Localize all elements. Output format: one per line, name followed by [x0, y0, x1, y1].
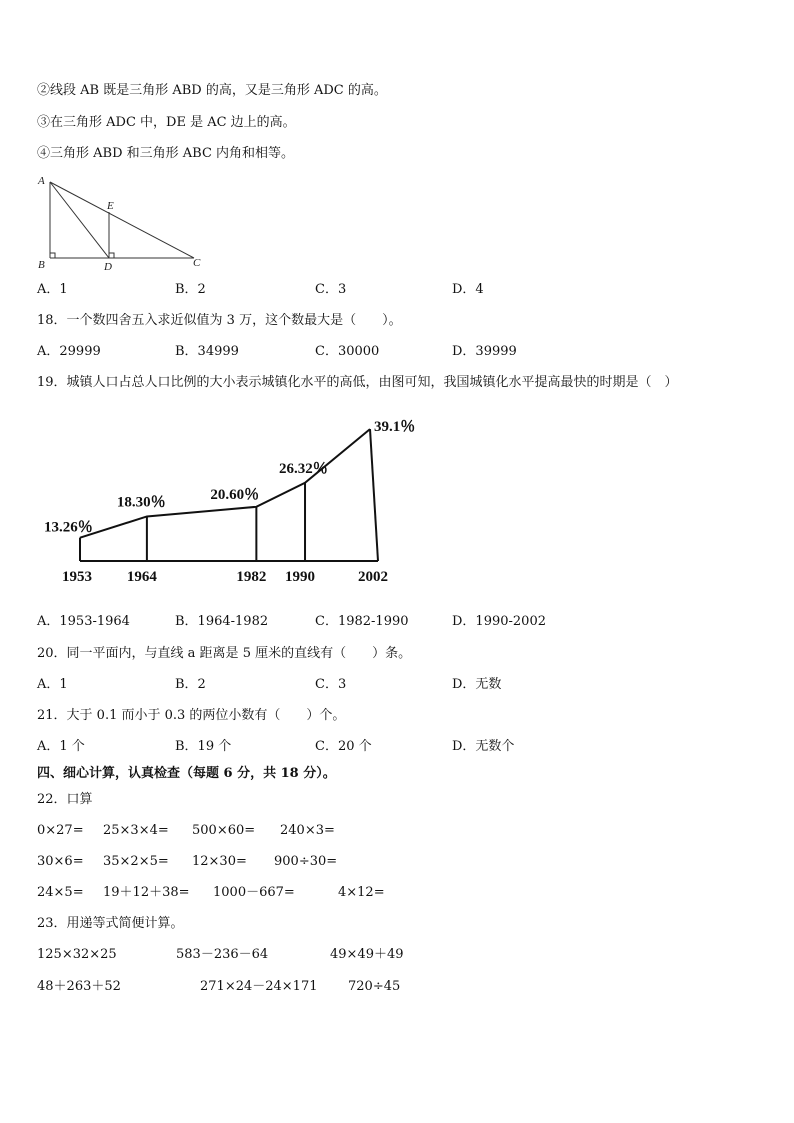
q21-option-c[interactable]: C．20 个	[315, 739, 372, 754]
label-B: B	[38, 259, 45, 271]
q23-title: 23．用递等式简便计算。	[37, 916, 184, 931]
label-C: C	[193, 257, 201, 269]
q23-item: 720÷45	[348, 979, 401, 994]
q21-option-b[interactable]: B．19 个	[175, 739, 232, 754]
chart-x-tick-label: 1964	[126, 569, 157, 585]
q17-option-a[interactable]: A．1	[37, 282, 68, 297]
q19-question: 19．城镇人口占总人口比例的大小表示城镇化水平的高低，由图可知，我国城镇化水平提高最快的时期是（ ）	[37, 375, 678, 390]
q19-option-a[interactable]: A．1953-1964	[37, 614, 130, 629]
q22-item: 4×12=	[338, 885, 385, 900]
q23-item: 125×32×25	[37, 947, 117, 962]
chart-value-label: 20.60％	[210, 486, 260, 503]
q22-item: 19＋12＋38=	[103, 885, 190, 900]
chart-x-tick-label: 1953	[62, 569, 92, 585]
chart-x-tick-label: 1982	[236, 569, 267, 585]
q22-item: 35×2×5=	[103, 854, 169, 869]
urbanization-chart	[30, 412, 450, 597]
chart-value-label: 26.32％	[279, 460, 328, 477]
q22-item: 25×3×4=	[103, 823, 169, 838]
q18-option-a[interactable]: A．29999	[37, 344, 101, 359]
statement-2: ②线段 AB 既是三角形 ABD 的高，又是三角形 ADC 的高。	[37, 83, 387, 98]
chart-value-label: 18.30％	[116, 494, 166, 511]
section-4-heading: 四、细心计算，认真检查（每题 6 分，共 18 分）。	[37, 766, 336, 781]
statement-4: ④三角形 ABD 和三角形 ABC 内角和相等。	[37, 146, 295, 161]
q22-item: 30×6=	[37, 854, 84, 869]
q19-option-c[interactable]: C．1982-1990	[315, 614, 409, 629]
q20-option-c[interactable]: C．3	[315, 677, 347, 692]
q18-option-d[interactable]: D．39999	[452, 344, 517, 359]
q23-item: 48＋263＋52	[37, 979, 121, 994]
q22-item: 12×30=	[192, 854, 247, 869]
chart-x-tick-label: 1990	[285, 569, 316, 585]
q23-item: 583－236－64	[176, 947, 269, 962]
q17-option-b[interactable]: B．2	[175, 282, 206, 297]
q19-option-b[interactable]: B．1964-1982	[175, 614, 269, 629]
chart-series-line	[80, 429, 370, 538]
q21-question: 21．大于 0.1 而小于 0.3 的两位小数有（ ）个。	[37, 708, 346, 723]
q22-item: 0×27=	[37, 823, 84, 838]
label-E: E	[107, 200, 114, 212]
q18-option-b[interactable]: B．34999	[175, 344, 239, 359]
q22-title: 22．口算	[37, 792, 93, 807]
q23-item: 271×24－24×171	[200, 979, 318, 994]
q20-option-a[interactable]: A．1	[37, 677, 68, 692]
chart-x-tick-label: 2002	[358, 569, 388, 585]
q17-option-d[interactable]: D．4	[452, 282, 484, 297]
q17-option-c[interactable]: C．3	[315, 282, 347, 297]
q20-option-b[interactable]: B．2	[175, 677, 206, 692]
q20-option-d[interactable]: D．无数	[452, 677, 502, 692]
q22-item: 900÷30=	[274, 854, 338, 869]
chart-value-label: 13.26％	[44, 519, 93, 536]
q22-item: 1000－667=	[213, 885, 295, 900]
chart-bar-line	[370, 429, 378, 561]
q19-option-d[interactable]: D．1990-2002	[452, 614, 546, 629]
chart-value-label: 39.1％	[374, 419, 416, 436]
q18-question: 18．一个数四舍五入求近似值为 3 万，这个数最大是（ ）。	[37, 313, 402, 328]
label-D: D	[104, 261, 112, 272]
q23-item: 49×49＋49	[330, 947, 404, 962]
q22-item: 24×5=	[37, 885, 84, 900]
triangle-figure	[34, 172, 214, 272]
statement-3: ③在三角形 ADC 中，DE 是 AC 边上的高。	[37, 115, 296, 130]
q21-option-d[interactable]: D．无数个	[452, 739, 515, 754]
q22-item: 240×3=	[280, 823, 335, 838]
q21-option-a[interactable]: A．1 个	[37, 739, 85, 754]
q22-item: 500×60=	[192, 823, 256, 838]
q20-question: 20．同一平面内，与直线 a 距离是 5 厘米的直线有（ ）条。	[37, 646, 412, 661]
label-A: A	[38, 175, 45, 187]
q18-option-c[interactable]: C．30000	[315, 344, 380, 359]
